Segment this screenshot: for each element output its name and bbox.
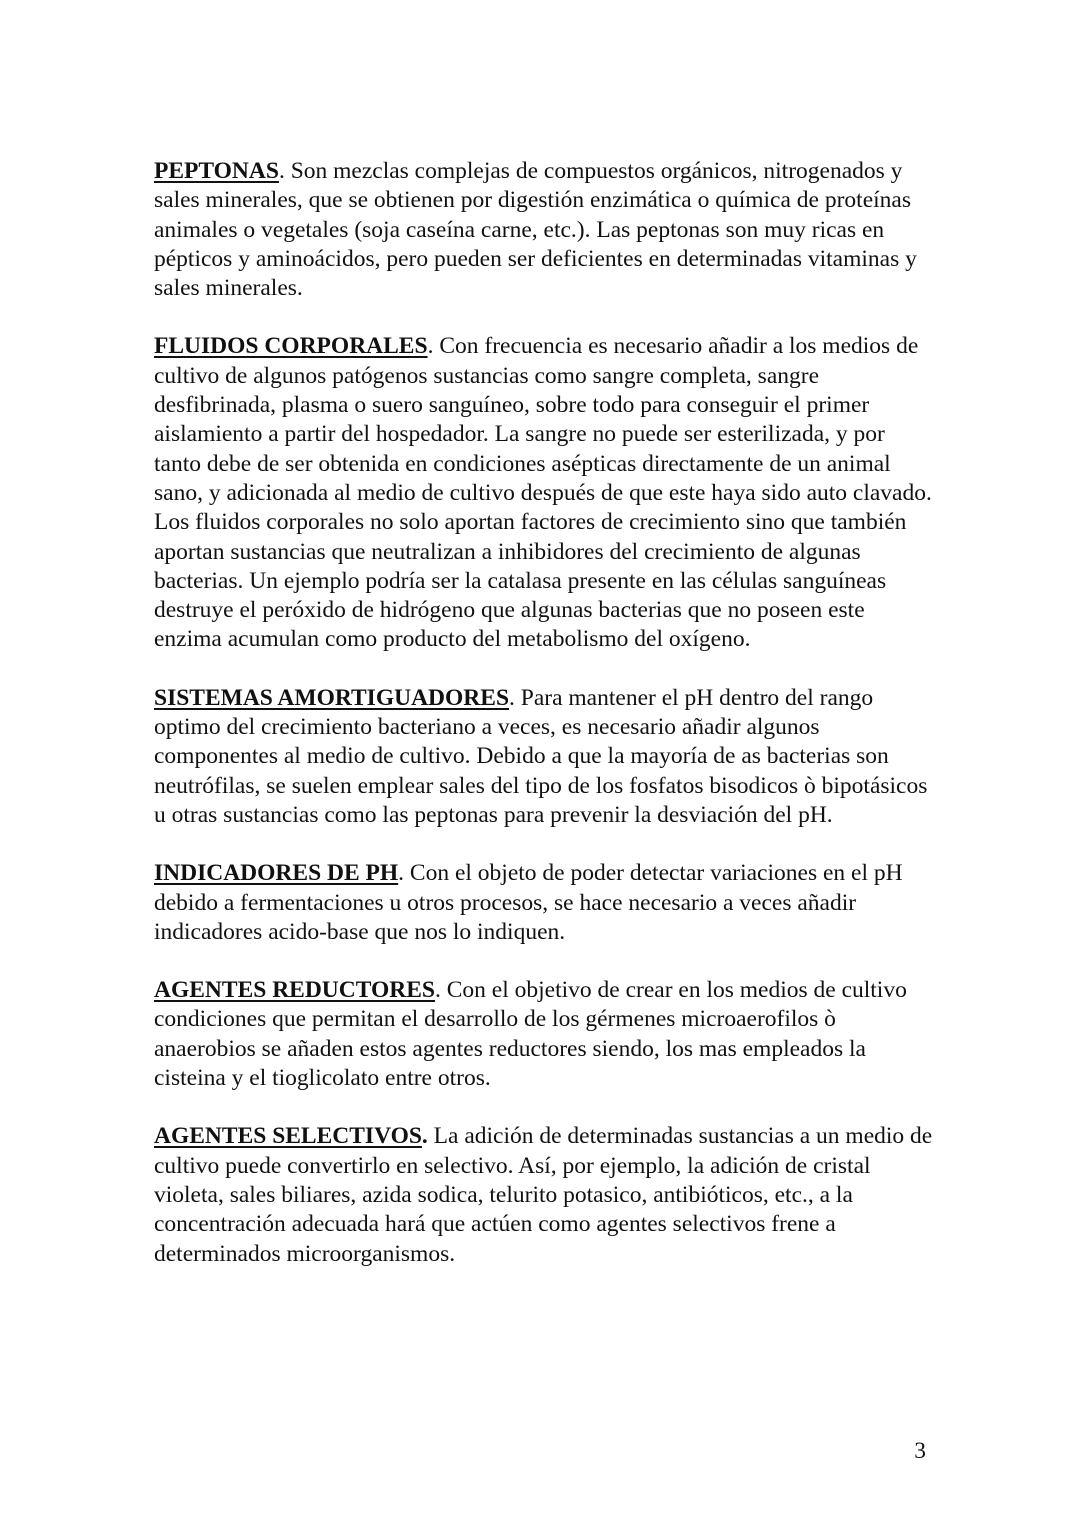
section-body: La adición de determinadas sustancias a un medio de cultivo puede convertirlo en selectivo. Así, por ejemplo, la adición de cristal violeta, sales biliares, azida sodica, telurito potasico, antibióticos, etc., a la concentración adecuada hará que actúen como agentes selectivos frene a determinados microorganismos. <box>154 1123 933 1267</box>
section-heading: SISTEMAS AMORTIGUADORES <box>154 684 510 711</box>
heading-punctuation: . <box>435 977 441 1004</box>
section-body: Son mezclas complejas de compuestos orgánicos, nitrogenados y sales minerales, que se obtienen por digestión enzimática o química de proteínas animales o vegetales (soja caseína carne, etc.). Las peptonas son muy ricas en pépticos y aminoácidos, pero pueden ser deficientes en determinadas vitaminas y sales minerales. <box>154 158 917 302</box>
section-fluidos-corporales <box>154 332 934 654</box>
page-number: 3 <box>914 1438 926 1464</box>
section-indicadores-de-ph <box>154 859 934 947</box>
page-content <box>154 157 934 1298</box>
section-body: Con el objetivo de crear en los medios de cultivo condiciones que permitan el desarrollo de los gérmenes microaerofilos ò anaerobios se añaden estos agentes reductores siendo, los mas empleados la cisteina y el tioglicolato entre otros. <box>154 977 907 1092</box>
heading-punctuation: . <box>421 1123 428 1150</box>
section-sistemas-amortiguadores <box>154 684 934 830</box>
heading-punctuation: . <box>278 158 285 184</box>
section-body: Con frecuencia es necesario añadir a los medios de cultivo de algunos patógenos sustancias como sangre completa, sangre desfibrinada, plasma o suero sanguíneo, sobre todo para conseguir el primer aislamiento a partir del hospedador. La sangre no puede ser esterilizada, y por tanto debe de ser obtenida en condiciones asépticas directamente de un animal sano, y adicionada al medio de cultivo después de que este haya sido auto clavado. Los fluidos corporales no solo aportan factores de crecimiento sino que también aportan sustancias que neutralizan a inhibidores del crecimiento de algunas bacterias. Un ejemplo podría ser la catalasa presente en las células sanguíneas destruye el peróxido de hidrógeno que algunas bacterias que no poseen este enzima acumulan como producto del metabolismo del oxígeno. <box>154 333 932 653</box>
section-heading: FLUIDOS CORPORALES <box>154 333 428 360</box>
section-heading: AGENTES REDUCTORES <box>154 977 435 1004</box>
section-heading: PEPTONAS <box>154 158 279 184</box>
section-body: Para mantener el pH dentro del rango optimo del crecimiento bacteriano a veces, es necesario añadir algunos componentes al medio de cultivo. Debido a que la mayoría de as bacterias son neutrófilas, se suelen emplear sales del tipo de los fosfatos bisodicos ò bipotásicos u otras sustancias como las peptonas para prevenir la desviación del pH. <box>154 684 928 828</box>
heading-punctuation: . <box>427 333 434 360</box>
heading-punctuation: . <box>509 684 515 711</box>
section-heading: AGENTES SELECTIVOS <box>154 1123 422 1150</box>
section-heading: INDICADORES DE PH <box>154 860 399 887</box>
heading-punctuation: . <box>398 860 405 887</box>
section-agentes-reductores <box>154 976 934 1093</box>
section-body: Con el objeto de poder detectar variaciones en el pH debido a fermentaciones u otros procesos, se hace necesario a veces añadir indicadores acido-base que nos lo indiquen. <box>154 860 903 945</box>
section-agentes-selectivos <box>154 1122 934 1268</box>
section-peptonas <box>154 157 934 303</box>
